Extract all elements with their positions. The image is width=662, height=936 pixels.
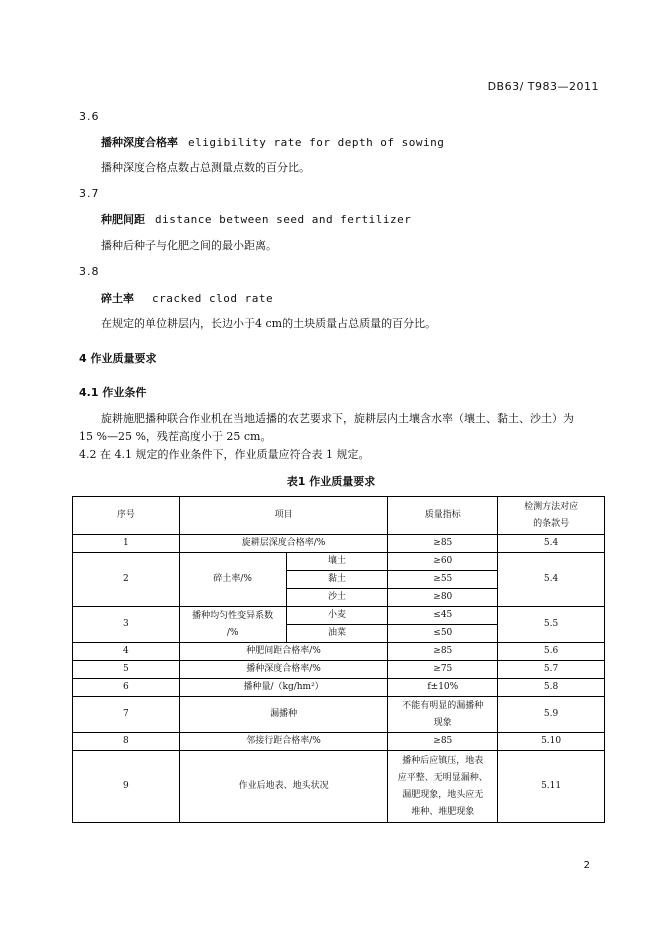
row-method: 5.6 (498, 643, 605, 661)
row-index (388, 697, 498, 733)
table-header-row (73, 497, 605, 535)
row-subitem: 沙土 (286, 589, 388, 607)
row-method: 5.5 (498, 607, 605, 643)
header-item: 项目 (179, 497, 388, 535)
term-heading (101, 134, 444, 150)
row-no: 4 (73, 643, 180, 661)
row-method: 5.10 (498, 733, 605, 751)
row-index-line-1: 不能有明显的漏播种 (402, 700, 484, 711)
row-item: 种肥间距合格率/% (179, 643, 388, 661)
row-no: 7 (73, 697, 180, 733)
row-item: 漏播种 (179, 697, 388, 733)
row-item: 邻接行距合格率/% (179, 733, 388, 751)
row-index-line-3: 漏肥现象，地头应无 (402, 789, 484, 800)
document-code: DB63/ T983—2011 (487, 80, 599, 93)
section-4-title: 4 作业质量要求 (79, 352, 157, 365)
row-index-line-2: 应平整、无明显漏种、 (397, 772, 488, 783)
table-row (73, 751, 605, 823)
table-row (73, 697, 605, 733)
header-method-line-2: 的条款号 (533, 518, 570, 529)
row-index-line-1: 播种后应镇压，地表 (402, 755, 484, 766)
row-subitem: 壤土 (286, 553, 388, 571)
row-item: 播种深度合格率/% (179, 661, 388, 679)
table-row (73, 661, 605, 679)
row-index-line-2: 现象 (433, 717, 452, 728)
section-4-1-line-1: 旋耕施肥播种联合作业机在当地适播的农艺要求下，旋耕层内土壤含水率（壤土、黏土、沙土）为 (101, 412, 574, 425)
row-item-line-2: /% (226, 627, 239, 638)
term-chinese: 种肥间距 (101, 213, 145, 226)
header-index: 质量指标 (388, 497, 498, 535)
row-index: ≥80 (388, 589, 498, 607)
row-index: ≤45 (388, 607, 498, 625)
table-row (73, 535, 605, 553)
row-method: 5.11 (498, 751, 605, 823)
term-heading (101, 290, 273, 306)
header-method-line-1: 检测方法对应 (524, 501, 579, 512)
table-row (73, 553, 605, 571)
table-row (73, 643, 605, 661)
row-index: ≥85 (388, 535, 498, 553)
header-no: 序号 (73, 497, 180, 535)
row-no: 9 (73, 751, 180, 823)
term-english: eligibility rate for depth of sowing (188, 136, 445, 149)
row-method: 5.4 (498, 535, 605, 553)
term-english: cracked clod rate (152, 292, 274, 305)
row-no: 2 (73, 553, 180, 607)
row-item (179, 607, 286, 643)
table-caption: 表1 作业质量要求 (286, 475, 376, 488)
row-item: 作业后地表、地头状况 (179, 751, 388, 823)
row-subitem: 小麦 (286, 607, 388, 625)
row-method: 5.7 (498, 661, 605, 679)
term-heading (101, 211, 411, 227)
row-no: 5 (73, 661, 180, 679)
table-row (73, 679, 605, 697)
table-row (73, 733, 605, 751)
term-definition: 在规定的单位耕层内，长边小于4 cm的土块质量占总质量的百分比。 (101, 317, 437, 330)
row-index: ≥60 (388, 553, 498, 571)
term-chinese: 碎土率 (101, 292, 134, 305)
row-item-line-1: 播种均匀性变异系数 (192, 610, 274, 621)
row-index: ≥75 (388, 661, 498, 679)
row-item: 播种量/（kg/hm²） (179, 679, 388, 697)
row-item: 旋耕层深度合格率/% (179, 535, 388, 553)
row-subitem: 黏土 (286, 571, 388, 589)
section-4-1-title: 4.1 作业条件 (79, 386, 147, 399)
row-method: 5.9 (498, 697, 605, 733)
row-index: ≤50 (388, 625, 498, 643)
row-no: 3 (73, 607, 180, 643)
row-method: 5.8 (498, 679, 605, 697)
row-subitem: 油菜 (286, 625, 388, 643)
section-4-1-line-2: 15 %—25 %，残茬高度小于 25 cm。 (79, 430, 272, 443)
row-index (388, 751, 498, 823)
row-index: f±10% (388, 679, 498, 697)
term-number: 3.7 (79, 187, 100, 200)
row-index: ≥55 (388, 571, 498, 589)
term-number: 3.6 (79, 110, 100, 123)
row-no: 1 (73, 535, 180, 553)
term-number: 3.8 (79, 265, 100, 278)
term-chinese: 播种深度合格率 (101, 136, 178, 149)
term-english: distance between seed and fertilizer (155, 213, 412, 226)
row-index: ≥85 (388, 733, 498, 751)
row-index: ≥85 (388, 643, 498, 661)
term-definition: 播种后种子与化肥之间的最小距离。 (101, 239, 277, 252)
table-row (73, 607, 605, 625)
row-index-line-4: 堆种、堆肥现象 (411, 806, 475, 817)
page-number: 2 (583, 860, 590, 871)
row-no: 6 (73, 679, 180, 697)
row-method: 5.4 (498, 553, 605, 607)
term-definition: 播种深度合格点数占总测量点数的百分比。 (101, 161, 310, 174)
section-4-2-text: 4.2 在 4.1 规定的作业条件下，作业质量应符合表 1 规定。 (79, 448, 370, 461)
quality-requirements-table (72, 496, 605, 823)
header-method (498, 497, 605, 535)
row-no: 8 (73, 733, 180, 751)
row-item: 碎土率/% (179, 553, 286, 607)
